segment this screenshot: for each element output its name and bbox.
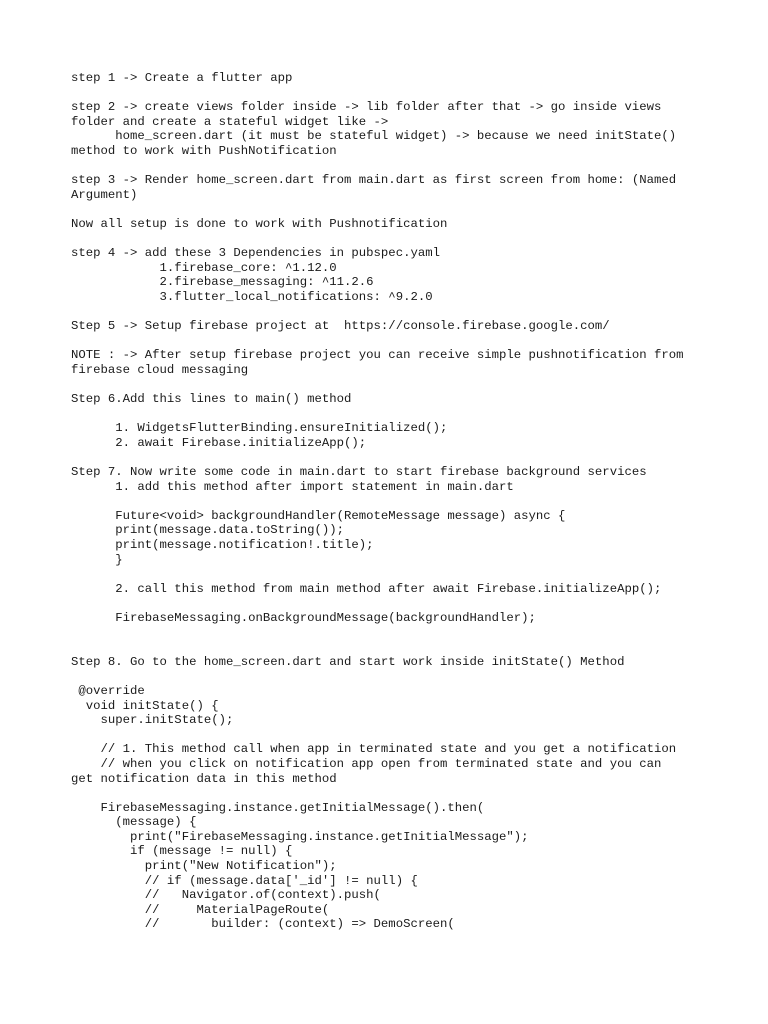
text-line: // MaterialPageRoute( bbox=[71, 902, 330, 917]
text-line: step 2 -> create views folder inside -> lib folder after that -> go inside views bbox=[71, 100, 662, 115]
blank-line bbox=[71, 232, 711, 247]
text-line: (message) { bbox=[71, 815, 197, 830]
text-line: Argument) bbox=[71, 187, 138, 202]
text-line: step 1 -> Create a flutter app bbox=[71, 71, 293, 85]
text-line: get notification data in this method bbox=[71, 771, 337, 786]
text-line: step 4 -> add these 3 Dependencies in pubspec.yaml bbox=[71, 246, 440, 261]
text-line: if (message != null) { bbox=[71, 844, 293, 859]
text-line: 2.firebase_messaging: ^11.2.6 bbox=[71, 275, 374, 290]
text-line: } bbox=[71, 552, 123, 567]
text-line: Step 7. Now write some code in main.dart to start firebase background services bbox=[71, 465, 647, 480]
text-line: firebase cloud messaging bbox=[71, 362, 249, 377]
blank-line bbox=[71, 305, 711, 320]
text-line: // when you click on notification app open from terminated state and you can bbox=[71, 756, 662, 771]
text-line: 2. await Firebase.initializeApp(); bbox=[71, 435, 367, 450]
blank-line bbox=[71, 377, 711, 392]
text-line: void initState() { bbox=[71, 698, 219, 713]
blank-line bbox=[71, 407, 711, 422]
text-line: @override bbox=[71, 683, 145, 698]
blank-line bbox=[71, 640, 711, 655]
text-line: super.initState(); bbox=[71, 713, 234, 728]
blank-line bbox=[71, 334, 711, 349]
blank-line bbox=[71, 626, 711, 641]
text-line: FirebaseMessaging.onBackgroundMessage(backgroundHandler); bbox=[71, 610, 536, 625]
text-line: step 3 -> Render home_screen.dart from main.dart as first screen from home: (Named bbox=[71, 173, 677, 188]
document-body bbox=[71, 71, 711, 932]
text-line: 3.flutter_local_notifications: ^9.2.0 bbox=[71, 289, 433, 304]
blank-line bbox=[71, 494, 711, 509]
text-line: Step 6.Add this lines to main() method bbox=[71, 392, 352, 407]
text-line: 1. WidgetsFlutterBinding.ensureInitialized(); bbox=[71, 421, 448, 436]
blank-line bbox=[71, 669, 711, 684]
text-line: Step 8. Go to the home_screen.dart and start work inside initState() Method bbox=[71, 654, 625, 669]
blank-line bbox=[71, 567, 711, 582]
blank-line bbox=[71, 728, 711, 743]
blank-line bbox=[71, 202, 711, 217]
text-line: Step 5 -> Setup firebase project at https://console.firebase.google.com/ bbox=[71, 319, 610, 334]
text-line: NOTE : -> After setup firebase project you can receive simple pushnotification from bbox=[71, 348, 684, 363]
text-line: folder and create a stateful widget like -> bbox=[71, 114, 389, 129]
text-line: home_screen.dart (it must be stateful widget) -> because we need initState() bbox=[71, 129, 677, 144]
blank-line bbox=[71, 159, 711, 174]
text-line: // 1. This method call when app in terminated state and you get a notification bbox=[71, 742, 677, 757]
text-line: // if (message.data['_id'] != null) { bbox=[71, 873, 418, 888]
text-line: print("FirebaseMessaging.instance.getInitialMessage"); bbox=[71, 829, 529, 844]
text-line: 2. call this method from main method after await Firebase.initializeApp(); bbox=[71, 581, 662, 596]
text-line: Future<void> backgroundHandler(RemoteMessage message) async { bbox=[71, 508, 566, 523]
text-line: FirebaseMessaging.instance.getInitialMessage().then( bbox=[71, 800, 485, 815]
text-line: Now all setup is done to work with Pushnotification bbox=[71, 216, 448, 231]
text-line: // builder: (context) => DemoScreen( bbox=[71, 917, 455, 932]
text-line: 1.firebase_core: ^1.12.0 bbox=[71, 260, 337, 275]
text-line: // Navigator.of(context).push( bbox=[71, 888, 381, 903]
blank-line bbox=[71, 450, 711, 465]
blank-line bbox=[71, 786, 711, 801]
text-line: 1. add this method after import statement in main.dart bbox=[71, 479, 514, 494]
text-line: method to work with PushNotification bbox=[71, 143, 337, 158]
text-line: print(message.notification!.title); bbox=[71, 538, 374, 552]
blank-line bbox=[71, 596, 711, 611]
blank-line bbox=[71, 86, 711, 101]
text-line: print("New Notification"); bbox=[71, 859, 337, 874]
text-line: print(message.data.toString()); bbox=[71, 523, 345, 538]
